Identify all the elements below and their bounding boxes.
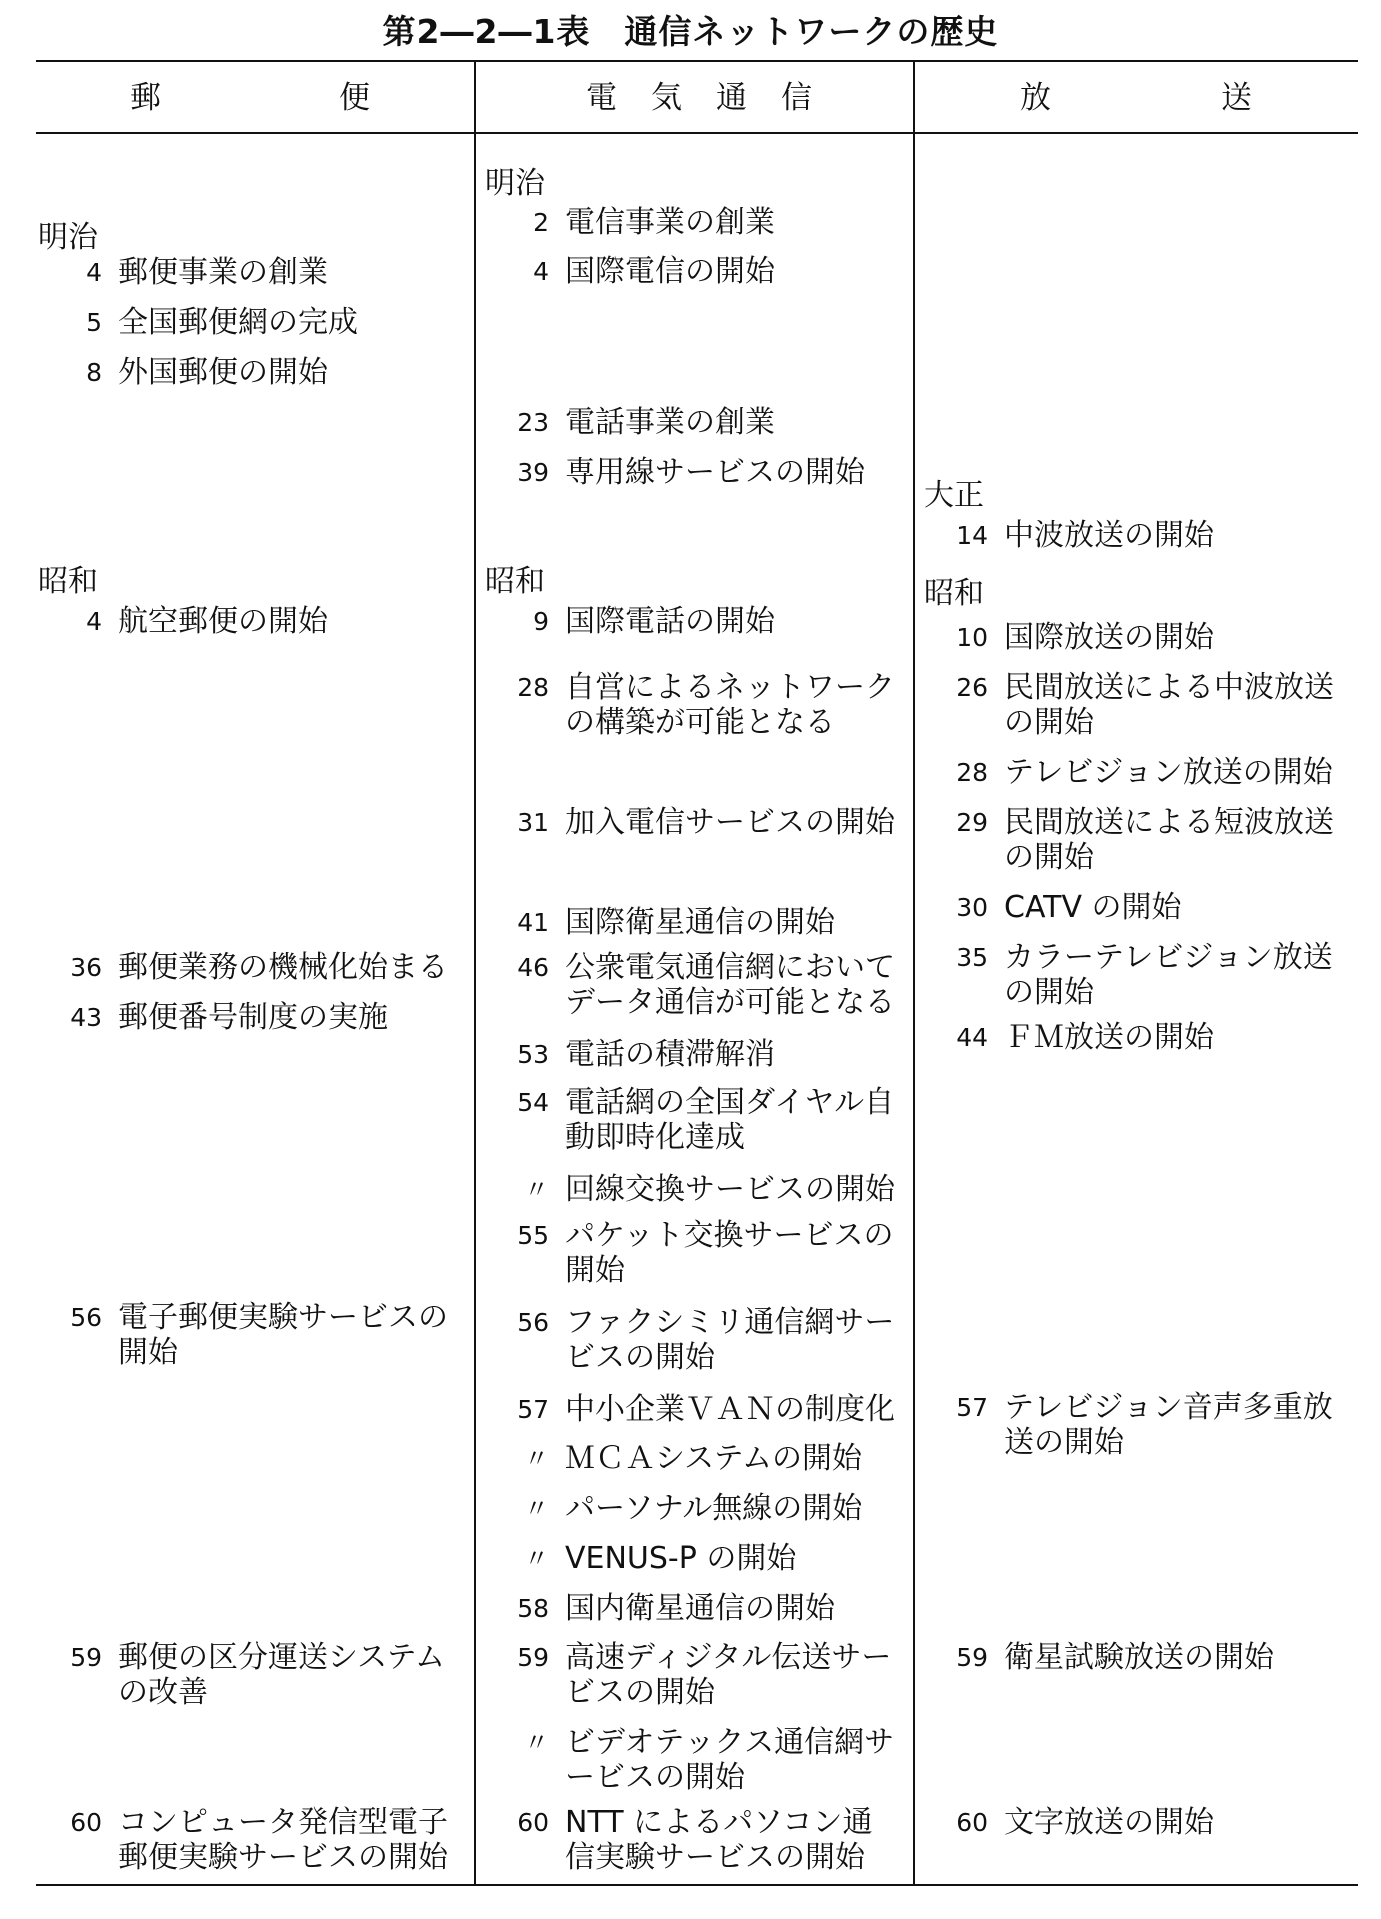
entry-text-line: 国際電信の開始 bbox=[565, 254, 775, 289]
entry-text-line: の開始 bbox=[1004, 705, 1094, 740]
entry-text-line: ービスの開始 bbox=[565, 1760, 745, 1795]
header-telecom-char-1: 電 bbox=[586, 80, 617, 116]
entry-year: 4 bbox=[533, 257, 549, 286]
entry-text bbox=[565, 405, 775, 440]
entry-year: 9 bbox=[533, 607, 549, 636]
postal-era-label: 明治 bbox=[38, 220, 98, 255]
entry-text-line: 衛星試験放送の開始 bbox=[1004, 1640, 1274, 1675]
entry-text-line: 公衆電気通信網において bbox=[565, 950, 895, 985]
entry-text-line: 外国郵便の開始 bbox=[118, 355, 328, 390]
entry-year: 10 bbox=[956, 623, 988, 652]
entry-text-line: 郵便事業の創業 bbox=[118, 255, 328, 290]
header-telecom-char-2: 気 bbox=[651, 80, 682, 116]
top-rule bbox=[36, 60, 1358, 62]
entry-text bbox=[118, 1640, 445, 1710]
entry-text bbox=[118, 950, 448, 985]
entry-text-line: 国内衛星通信の開始 bbox=[565, 1591, 835, 1626]
entry-text bbox=[1004, 1390, 1333, 1460]
entry-text bbox=[565, 205, 775, 240]
entry-text-line: 郵便業務の機械化始まる bbox=[118, 950, 448, 985]
telecom-era-label: 昭和 bbox=[485, 564, 545, 599]
entry-text-line: の改善 bbox=[118, 1675, 208, 1710]
entry-text-line: 電話事業の創業 bbox=[565, 405, 775, 440]
entry-year: 〃 bbox=[523, 1444, 549, 1473]
entry-text bbox=[1004, 670, 1334, 740]
entry-year: 36 bbox=[70, 953, 102, 982]
entry-text-line: データ通信が可能となる bbox=[565, 985, 895, 1020]
header-broadcast-char-1: 放 bbox=[1020, 80, 1051, 116]
entry-text bbox=[118, 305, 358, 340]
entry-text bbox=[565, 905, 835, 940]
entry-year: 35 bbox=[956, 943, 988, 972]
entry-text-line: 国際電話の開始 bbox=[565, 604, 775, 639]
entry-year: 46 bbox=[517, 953, 549, 982]
header-postal-char-2: 便 bbox=[339, 80, 370, 116]
entry-year: 58 bbox=[517, 1594, 549, 1623]
entry-text bbox=[118, 255, 328, 290]
entry-text-line: 信実験サービスの開始 bbox=[565, 1840, 865, 1875]
entry-year: 39 bbox=[517, 458, 549, 487]
entry-text bbox=[118, 355, 328, 390]
entry-text bbox=[1004, 1805, 1214, 1840]
entry-text bbox=[565, 455, 865, 490]
header-postal-char-1: 郵 bbox=[130, 80, 161, 116]
entry-text-line: ＦＭ放送の開始 bbox=[1004, 1020, 1214, 1055]
entry-text-line: 回線交換サービスの開始 bbox=[565, 1172, 895, 1207]
entry-text bbox=[118, 1000, 388, 1035]
entry-text-line: ファクシミリ通信網サー bbox=[565, 1305, 895, 1340]
entry-text bbox=[565, 1305, 894, 1375]
entry-text-line: 専用線サービスの開始 bbox=[565, 455, 865, 490]
entry-text-line: 全国郵便網の完成 bbox=[118, 305, 358, 340]
entry-text bbox=[565, 1392, 895, 1427]
entry-year: 56 bbox=[517, 1308, 549, 1337]
broadcast-era-label: 大正 bbox=[924, 478, 984, 513]
entry-text bbox=[565, 254, 775, 289]
entry-text-line: 加入電信サービスの開始 bbox=[565, 805, 895, 840]
entry-year: 60 bbox=[956, 1808, 988, 1837]
entry-year: 30 bbox=[956, 893, 988, 922]
entry-text bbox=[1004, 1020, 1214, 1055]
entry-text bbox=[565, 1725, 894, 1795]
broadcast-era-label: 昭和 bbox=[924, 576, 984, 611]
entry-text bbox=[565, 1541, 796, 1576]
header-telecom-char-3: 通 bbox=[716, 80, 747, 116]
column-divider-2 bbox=[913, 60, 915, 1884]
entry-year: 〃 bbox=[523, 1494, 549, 1523]
entry-text-line: NTT によるパソコン通 bbox=[565, 1805, 873, 1840]
entry-text-line: ＭＣＡシステムの開始 bbox=[565, 1441, 862, 1476]
entry-text bbox=[565, 1805, 873, 1875]
entry-year: 53 bbox=[517, 1040, 549, 1069]
entry-year: 5 bbox=[86, 308, 102, 337]
entry-text-line: 民間放送による中波放送 bbox=[1004, 670, 1334, 705]
bottom-rule bbox=[36, 1884, 1358, 1886]
entry-year: 8 bbox=[86, 358, 102, 387]
entry-text bbox=[565, 670, 895, 740]
entry-year: 41 bbox=[517, 908, 549, 937]
entry-year: 56 bbox=[70, 1303, 102, 1332]
entry-text bbox=[565, 1085, 894, 1155]
entry-year: 60 bbox=[517, 1808, 549, 1837]
header-rule bbox=[36, 132, 1358, 134]
entry-text-line: 開始 bbox=[565, 1253, 625, 1288]
entry-year: 〃 bbox=[523, 1544, 549, 1573]
entry-text-line: 送の開始 bbox=[1004, 1425, 1124, 1460]
entry-text bbox=[1004, 620, 1214, 655]
entry-text-line: 電話の積滞解消 bbox=[565, 1037, 775, 1072]
entry-text-line: 国際放送の開始 bbox=[1004, 620, 1214, 655]
entry-text bbox=[1004, 755, 1333, 790]
entry-text bbox=[565, 1172, 895, 1207]
entry-year: 28 bbox=[956, 758, 988, 787]
entry-text-line: 電話網の全国ダイヤル自 bbox=[565, 1085, 895, 1120]
entry-year: 29 bbox=[956, 808, 988, 837]
entry-text bbox=[565, 604, 775, 639]
entry-text-line: 電子郵便実験サービスの bbox=[118, 1300, 448, 1335]
entry-year: 54 bbox=[517, 1088, 549, 1117]
entry-year: 28 bbox=[517, 673, 549, 702]
entry-text-line: 文字放送の開始 bbox=[1004, 1805, 1214, 1840]
entry-text-line: 自営によるネットワーク bbox=[565, 670, 895, 705]
entry-text-line: パーソナル無線の開始 bbox=[565, 1491, 863, 1526]
entry-year: 59 bbox=[70, 1643, 102, 1672]
telecom-era-label: 明治 bbox=[485, 166, 545, 201]
entry-text-line: 高速ディジタル伝送サー bbox=[565, 1640, 892, 1675]
entry-text-line: 郵便の区分運送システム bbox=[118, 1640, 445, 1675]
header-postal bbox=[130, 68, 370, 128]
entry-text bbox=[1004, 890, 1182, 925]
entry-year: 57 bbox=[956, 1393, 988, 1422]
entry-text bbox=[1004, 518, 1214, 553]
column-divider-1 bbox=[474, 60, 476, 1884]
entry-text bbox=[565, 1037, 775, 1072]
entry-text bbox=[1004, 1640, 1274, 1675]
entry-text bbox=[565, 1218, 894, 1288]
entry-text-line: 中波放送の開始 bbox=[1004, 518, 1214, 553]
entry-year: 31 bbox=[517, 808, 549, 837]
entry-text bbox=[118, 1805, 448, 1875]
entry-text-line: 開始 bbox=[118, 1335, 178, 1370]
entry-year: 60 bbox=[70, 1808, 102, 1837]
entry-text bbox=[565, 805, 895, 840]
entry-text-line: 電信事業の創業 bbox=[565, 205, 775, 240]
entry-year: 4 bbox=[86, 607, 102, 636]
entry-year: 59 bbox=[956, 1643, 988, 1672]
entry-year: 2 bbox=[533, 208, 549, 237]
entry-year: 〃 bbox=[523, 1728, 549, 1757]
entry-year: 55 bbox=[517, 1221, 549, 1250]
entry-year: 〃 bbox=[523, 1175, 549, 1204]
entry-text bbox=[565, 1441, 862, 1476]
entry-text-line: カラーテレビジョン放送 bbox=[1004, 940, 1333, 975]
entry-text bbox=[1004, 805, 1334, 875]
entry-text-line: の開始 bbox=[1004, 840, 1094, 875]
entry-text bbox=[565, 1491, 862, 1526]
entry-text bbox=[565, 950, 895, 1020]
entry-text-line: 航空郵便の開始 bbox=[118, 604, 328, 639]
entry-year: 4 bbox=[86, 258, 102, 287]
entry-text-line: 郵便実験サービスの開始 bbox=[118, 1840, 448, 1875]
entry-year: 43 bbox=[70, 1003, 102, 1032]
entry-text bbox=[565, 1640, 891, 1710]
entry-text bbox=[118, 1300, 448, 1370]
header-broadcast bbox=[1020, 68, 1252, 128]
entry-text-line: テレビジョン音声多重放 bbox=[1004, 1390, 1333, 1425]
entry-text-line: 中小企業ＶＡＮの制度化 bbox=[565, 1392, 895, 1427]
entry-text-line: ビスの開始 bbox=[565, 1340, 715, 1375]
entry-text bbox=[1004, 940, 1333, 1010]
entry-text-line: コンピュータ発信型電子 bbox=[118, 1805, 448, 1840]
entry-year: 14 bbox=[956, 521, 988, 550]
entry-text-line: CATV の開始 bbox=[1004, 890, 1182, 925]
entry-year: 59 bbox=[517, 1643, 549, 1672]
entry-text-line: 民間放送による短波放送 bbox=[1004, 805, 1334, 840]
entry-text-line: 郵便番号制度の実施 bbox=[118, 1000, 388, 1035]
postal-era-label: 昭和 bbox=[38, 564, 98, 599]
entry-text bbox=[118, 604, 328, 639]
entry-year: 26 bbox=[956, 673, 988, 702]
entry-year: 44 bbox=[956, 1023, 988, 1052]
entry-text-line: の開始 bbox=[1004, 975, 1094, 1010]
entry-text-line: ビスの開始 bbox=[565, 1675, 715, 1710]
header-telecom bbox=[586, 68, 812, 128]
entry-text-line: ビデオテックス通信網サ bbox=[565, 1725, 895, 1760]
entry-text-line: 国際衛星通信の開始 bbox=[565, 905, 835, 940]
entry-text bbox=[565, 1591, 835, 1626]
entry-year: 57 bbox=[517, 1395, 549, 1424]
entry-text-line: 動即時化達成 bbox=[565, 1120, 745, 1155]
entry-text-line: VENUS-P の開始 bbox=[565, 1541, 797, 1576]
table-title: 第2―2―1表 通信ネットワークの歴史 bbox=[382, 12, 999, 51]
header-broadcast-char-2: 送 bbox=[1221, 80, 1252, 116]
entry-text-line: テレビジョン放送の開始 bbox=[1004, 755, 1333, 790]
entry-year: 23 bbox=[517, 408, 549, 437]
header-telecom-char-4: 信 bbox=[781, 80, 812, 116]
entry-text-line: の構築が可能となる bbox=[565, 705, 835, 740]
entry-text-line: パケット交換サービスの bbox=[565, 1218, 894, 1253]
